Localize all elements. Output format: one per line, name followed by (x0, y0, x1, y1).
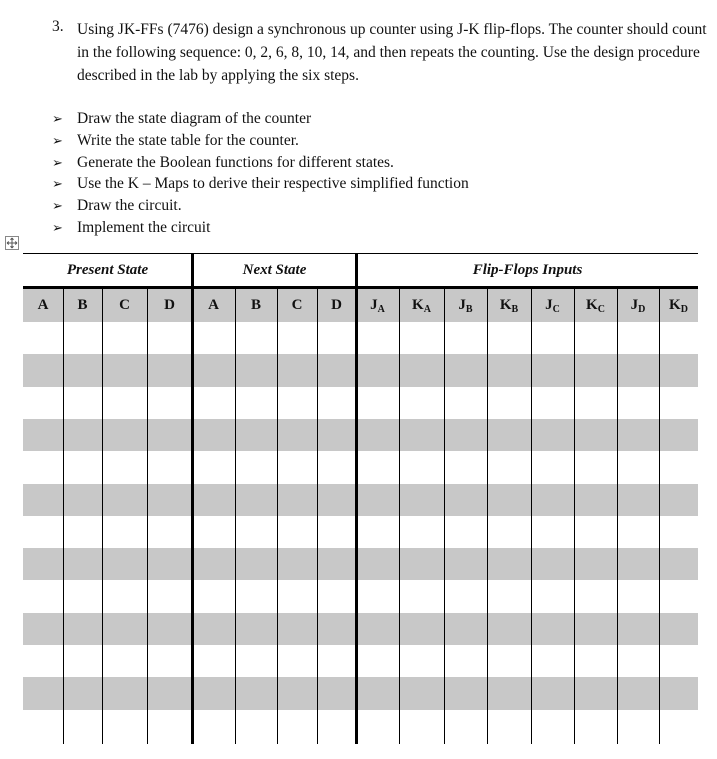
arrow-bullet-icon: ➢ (52, 111, 63, 126)
arrow-bullet-icon: ➢ (52, 219, 63, 235)
step-item (52, 152, 469, 174)
column-header-d: D (164, 297, 175, 313)
column-header-kb: $K_B$ (499, 297, 519, 315)
step-text: Draw the circuit. (77, 197, 182, 215)
step-text: Use the K – Maps to derive their respective simplified function (77, 175, 469, 193)
column-divider-line (235, 289, 236, 744)
flip-flops-inputs-header: Flip-Flops Inputs (472, 262, 583, 278)
arrow-bullet-icon: ➢ (52, 154, 63, 170)
table-row (23, 354, 698, 386)
question-number: 3. (52, 18, 64, 35)
arrow-bullet-icon: ➢ (52, 198, 63, 214)
column-header-jc: $J_C$ (545, 297, 560, 315)
step-item (52, 217, 469, 239)
column-header-d: D (331, 297, 342, 313)
column-divider-line (147, 289, 148, 744)
present-state-header: Present State (66, 262, 149, 278)
step-item (52, 108, 469, 130)
column-header-a: A (37, 297, 49, 313)
column-divider-line (444, 289, 445, 744)
step-text: Implement the circuit (77, 218, 211, 236)
table-row (23, 613, 698, 645)
next-state-header: Next State (242, 262, 307, 278)
table-row (23, 645, 698, 677)
column-header-kd: $K_D$ (669, 297, 688, 315)
column-header-jb: $J_B$ (458, 297, 473, 315)
step-item (52, 195, 469, 217)
column-header-kc: $K_C$ (586, 297, 605, 315)
group-divider-line (191, 254, 194, 744)
column-divider-line (63, 289, 64, 744)
column-divider-line (659, 289, 660, 744)
group-divider-line (355, 254, 358, 744)
table-row (23, 580, 698, 612)
column-header-ja: $J_A$ (370, 297, 385, 315)
steps-list (52, 108, 469, 239)
column-divider-line (617, 289, 618, 744)
question-text: Using JK-FFs (7476) design a synchronous up counter using J-K flip-flops. The counter should count in the following sequence: 0, 2, 6, 8, 10, 14, and then repeats the counting. Use the design procedure described in the lab by applying the six steps. (77, 21, 707, 84)
step-text: Draw the state diagram of the counter (77, 110, 312, 127)
column-divider-line (531, 289, 532, 744)
column-header-b: B (250, 297, 261, 313)
table-row (23, 419, 698, 451)
column-header-b: B (77, 297, 88, 313)
column-header-c: C (291, 297, 303, 313)
step-item (52, 130, 469, 152)
step-text: Write the state table for the counter. (77, 131, 299, 149)
column-header-a: A (208, 297, 219, 313)
column-header-c: C (119, 297, 130, 313)
table-row (23, 677, 698, 709)
column-divider-line (574, 289, 575, 744)
table-row (23, 322, 698, 354)
column-header-jd: $J_D$ (630, 297, 646, 315)
table-row (23, 548, 698, 580)
column-divider-line (277, 289, 278, 744)
column-divider-line (102, 289, 103, 744)
step-item (52, 173, 469, 195)
table-row (23, 516, 698, 548)
arrow-bullet-icon: ➢ (52, 132, 63, 148)
column-header-ka: $K_A$ (412, 297, 431, 315)
column-divider-line (317, 289, 318, 744)
table-row (23, 484, 698, 516)
table-row (23, 451, 698, 483)
arrow-bullet-icon: ➢ (52, 176, 63, 192)
table-move-handle-icon[interactable] (5, 236, 19, 250)
column-divider-line (487, 289, 488, 744)
table-row (23, 387, 698, 419)
table-row (23, 710, 698, 742)
step-text: Generate the Boolean functions for different states. (77, 153, 394, 171)
column-divider-line (399, 289, 400, 744)
